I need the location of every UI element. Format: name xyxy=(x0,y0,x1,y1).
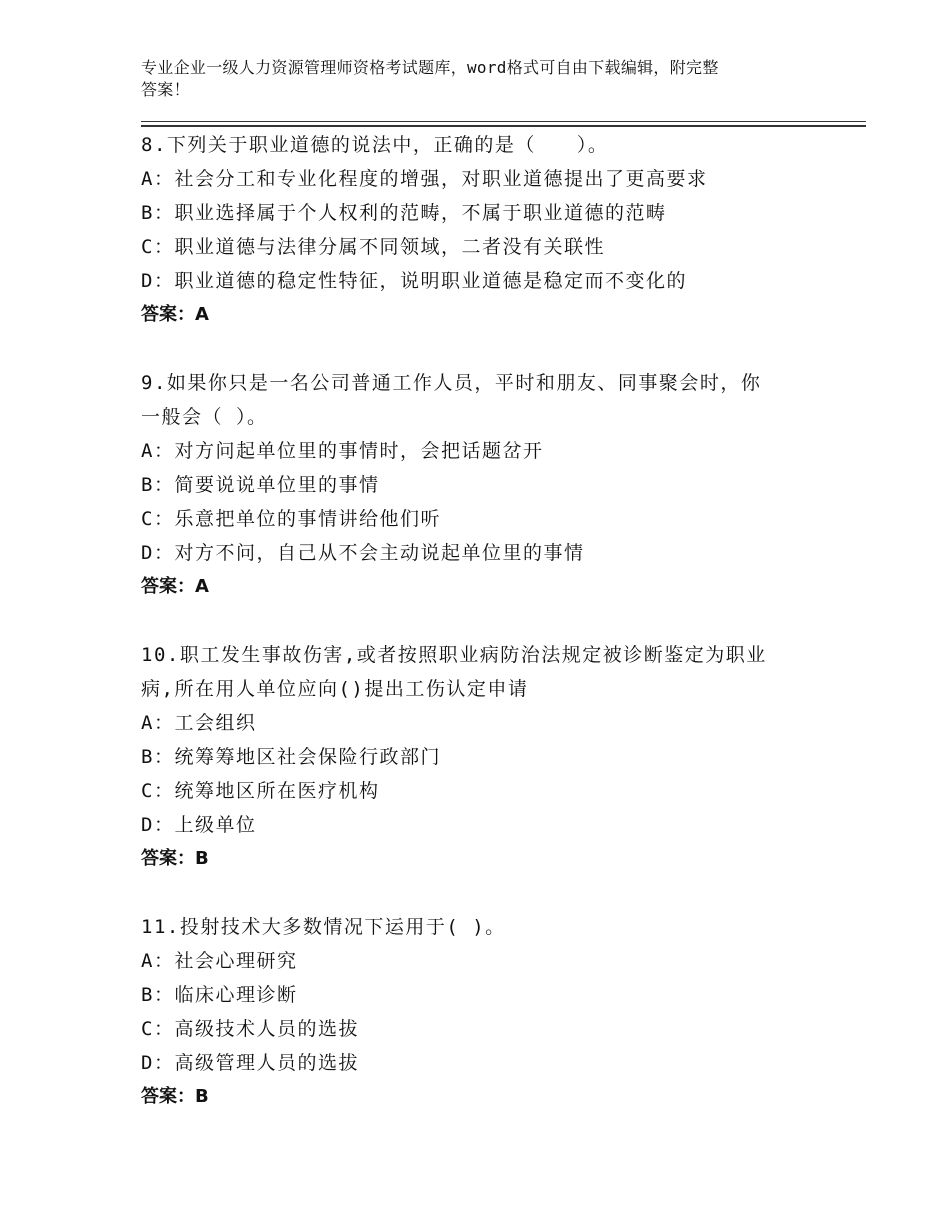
option-d: D：职业道德的稳定性特征，说明职业道德是稳定而不变化的 xyxy=(141,270,687,292)
question-11 xyxy=(141,910,831,1114)
header-divider-thick xyxy=(141,125,866,127)
spacer xyxy=(141,604,831,638)
spacer xyxy=(141,876,831,910)
header-line-1: 专业企业一级人力资源管理师资格考试题库，word格式可自由下载编辑，附完整 xyxy=(141,58,719,77)
option-b: B：职业选择属于个人权利的范畴，不属于职业道德的范畴 xyxy=(141,202,667,224)
option-a: A：工会组织 xyxy=(141,712,257,734)
document-header xyxy=(141,57,841,101)
answer-label: 答案：B xyxy=(141,848,209,869)
spacer xyxy=(141,332,831,366)
option-a: A：社会分工和专业化程度的增强，对职业道德提出了更高要求 xyxy=(141,168,708,190)
option-c: C：高级技术人员的选拔 xyxy=(141,1018,359,1040)
option-c: C：职业道德与法律分属不同领域，二者没有关联性 xyxy=(141,236,605,258)
option-a: A：对方问起单位里的事情时，会把话题岔开 xyxy=(141,440,544,462)
question-8 xyxy=(141,128,831,332)
question-stem-line-1: 9.如果你只是一名公司普通工作人员，平时和朋友、同事聚会时，你 xyxy=(141,372,762,394)
question-9 xyxy=(141,366,831,604)
option-c: C：乐意把单位的事情讲给他们听 xyxy=(141,508,441,530)
question-stem-line-2: 病,所在用人单位应向()提出工伤认定申请 xyxy=(141,678,529,700)
option-a: A：社会心理研究 xyxy=(141,950,298,972)
answer-label: 答案：B xyxy=(141,1086,209,1107)
option-b: B：简要说说单位里的事情 xyxy=(141,474,380,496)
question-stem-line-1: 10.职工发生事故伤害,或者按照职业病防治法规定被诊断鉴定为职业 xyxy=(141,644,767,666)
question-stem: 8.下列关于职业道德的说法中，正确的是（ ）。 xyxy=(141,134,609,156)
answer-label: 答案：A xyxy=(141,304,209,325)
question-stem-line-2: 一般会（ ）。 xyxy=(141,406,268,428)
question-stem: 11.投射技术大多数情况下运用于( )。 xyxy=(141,916,506,938)
question-list xyxy=(141,128,831,1114)
option-d: D：高级管理人员的选拔 xyxy=(141,1052,359,1074)
option-b: B：统筹筹地区社会保险行政部门 xyxy=(141,746,441,768)
option-d: D：对方不问，自己从不会主动说起单位里的事情 xyxy=(141,542,585,564)
option-c: C：统筹地区所在医疗机构 xyxy=(141,780,380,802)
option-d: D：上级单位 xyxy=(141,814,257,836)
answer-label: 答案：A xyxy=(141,576,209,597)
header-divider-thin xyxy=(141,121,866,122)
question-10 xyxy=(141,638,831,876)
option-b: B：临床心理诊断 xyxy=(141,984,298,1006)
header-line-2: 答案！ xyxy=(141,80,190,99)
